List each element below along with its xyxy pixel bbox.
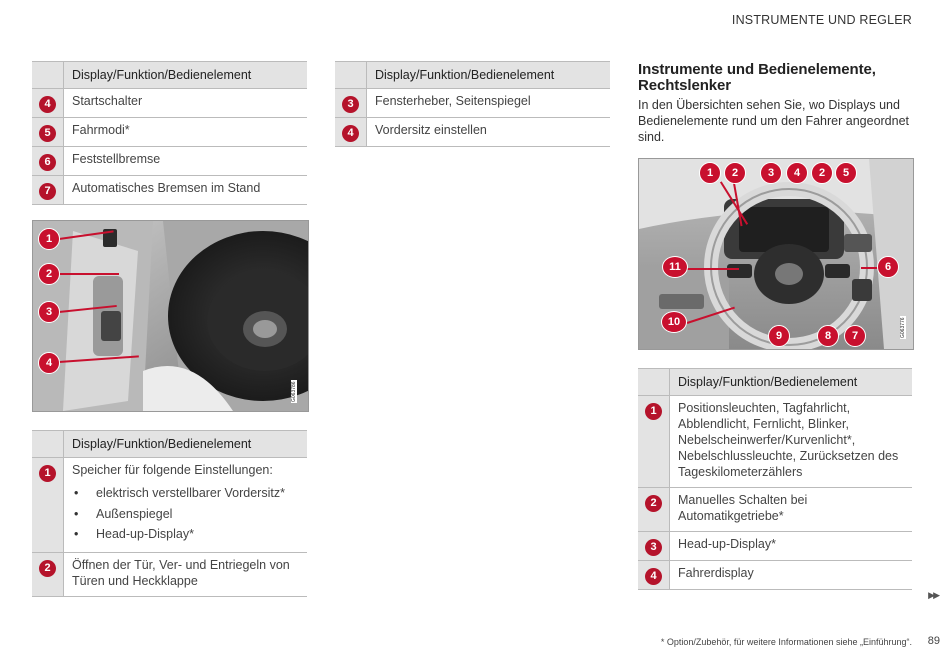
door-panel-photo <box>32 220 309 412</box>
number-badge: 2 <box>645 495 662 512</box>
callout-3: 3 <box>38 301 60 323</box>
page-number: 89 <box>927 635 940 647</box>
num-column-header <box>32 431 64 458</box>
controls-table-middle <box>335 61 610 147</box>
table-cell: Startschalter <box>64 89 308 118</box>
image-code: G063776 <box>900 317 906 338</box>
callout-8: 8 <box>817 325 839 347</box>
column-header: Display/Funktion/Bedienelement <box>670 369 913 396</box>
table-cell: Fahrerdisplay <box>670 561 913 590</box>
callout-2: 2 <box>724 162 746 184</box>
number-badge: 6 <box>39 154 56 171</box>
callout-7: 7 <box>844 325 866 347</box>
door-panel-illustration <box>33 221 308 411</box>
callout-2: 2 <box>38 263 60 285</box>
num-column-header <box>335 62 367 89</box>
number-badge: 2 <box>39 560 56 577</box>
callout-1: 1 <box>699 162 721 184</box>
cell-text: Speicher für folgende Einstellungen: <box>72 463 273 477</box>
number-badge: 4 <box>39 96 56 113</box>
cockpit-photo <box>638 158 914 350</box>
column-header: Display/Funktion/Bedienelement <box>64 62 308 89</box>
list-item: • elektrisch verstellbarer Vordersitz* <box>72 483 299 504</box>
callout-9: 9 <box>768 325 790 347</box>
controls-table-bottom-left <box>32 430 307 597</box>
controls-table-right <box>638 368 912 590</box>
callout-5: 5 <box>835 162 857 184</box>
controls-table-top-left <box>32 61 307 205</box>
callout-10: 10 <box>661 311 687 333</box>
number-badge: 4 <box>645 568 662 585</box>
table-cell <box>64 458 308 553</box>
callout-2b: 2 <box>811 162 833 184</box>
image-code: G063786 <box>291 381 297 402</box>
number-badge: 7 <box>39 183 56 200</box>
table-cell: Positionsleuchten, Tagfahrlicht, Abblendlicht, Fernlicht, Blinker, Nebelscheinwerfer/Kurvenlicht*, Nebelschlussleuchte, Zurücksetzen des Tageskilometerzählers <box>670 396 913 488</box>
list-item: • Außenspiegel <box>72 504 299 525</box>
number-badge: 1 <box>645 403 662 420</box>
callout-4: 4 <box>786 162 808 184</box>
table-cell: Vordersitz einstellen <box>367 118 611 147</box>
number-badge: 4 <box>342 125 359 142</box>
intro-text: In den Übersichten sehen Sie, wo Displays und Bedienelemente rund um den Fahrer angeordnet sind. <box>638 98 910 144</box>
number-badge: 1 <box>39 465 56 482</box>
callout-3: 3 <box>760 162 782 184</box>
table-cell: Fensterheber, Seitenspiegel <box>367 89 611 118</box>
section-header: INSTRUMENTE UND REGLER <box>731 13 912 27</box>
table-cell: Öffnen der Tür, Ver- und Entriegeln von Türen und Heckklappe <box>64 552 308 596</box>
num-column-header <box>32 62 64 89</box>
list-item: • Head-up-Display* <box>72 524 299 545</box>
footnote: * Option/Zubehör, für weitere Informationen siehe „Einführung“. <box>660 637 912 647</box>
column-header: Display/Funktion/Bedienelement <box>64 431 308 458</box>
callout-leader <box>59 273 119 275</box>
number-badge: 3 <box>342 96 359 113</box>
double-right-arrow-icon[interactable]: ▶▶ <box>928 590 938 600</box>
section-title: Instrumente und Bedienelemente, Rechtslenker <box>638 61 876 94</box>
callout-11: 11 <box>662 256 688 278</box>
number-badge: 5 <box>39 125 56 142</box>
callout-6: 6 <box>877 256 899 278</box>
table-cell: Feststellbremse <box>64 147 308 176</box>
table-cell: Manuelles Schalten bei Automatikgetriebe* <box>670 488 913 532</box>
table-cell: Automatisches Bremsen im Stand <box>64 176 308 205</box>
callout-1: 1 <box>38 228 60 250</box>
callout-4: 4 <box>38 352 60 374</box>
table-cell: Head-up-Display* <box>670 532 913 561</box>
bullet-list <box>72 483 299 545</box>
table-cell: Fahrmodi* <box>64 118 308 147</box>
column-header: Display/Funktion/Bedienelement <box>367 62 611 89</box>
num-column-header <box>638 369 670 396</box>
number-badge: 3 <box>645 539 662 556</box>
